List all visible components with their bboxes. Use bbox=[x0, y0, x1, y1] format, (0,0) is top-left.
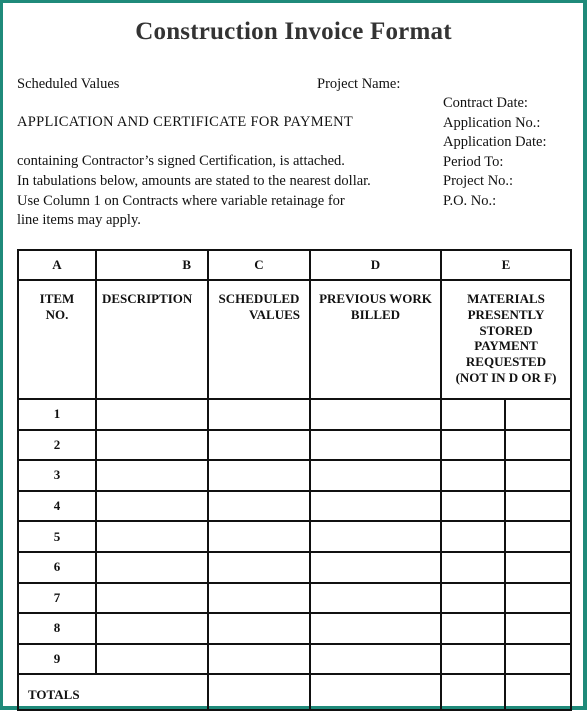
entry-cell[interactable] bbox=[505, 399, 571, 430]
entry-cell[interactable] bbox=[96, 583, 208, 614]
scheduled-values-label: Scheduled Values bbox=[17, 76, 120, 92]
entry-cell[interactable] bbox=[310, 613, 441, 644]
paragraph-line: Use Column 1 on Contracts where variable retainage for bbox=[17, 192, 345, 209]
column-letter-row bbox=[18, 250, 571, 280]
header-line: PAYMENT bbox=[474, 338, 538, 354]
entry-cell[interactable] bbox=[505, 644, 571, 675]
table-row bbox=[18, 399, 571, 430]
item-number: 3 bbox=[18, 460, 96, 491]
entry-cell[interactable] bbox=[505, 430, 571, 461]
entry-cell[interactable] bbox=[441, 491, 505, 522]
entry-cell[interactable] bbox=[441, 521, 505, 552]
right-field-list bbox=[443, 94, 546, 212]
table-row bbox=[18, 460, 571, 491]
entry-cell[interactable] bbox=[96, 644, 208, 675]
paragraph-line: containing Contractor’s signed Certification, is attached. bbox=[17, 153, 345, 169]
header-line: NO. bbox=[45, 306, 69, 322]
entry-cell[interactable] bbox=[208, 613, 310, 644]
entry-cell[interactable] bbox=[208, 521, 310, 552]
header-line: STORED bbox=[479, 322, 533, 338]
header-line: SCHEDULED bbox=[218, 291, 300, 306]
entry-cell[interactable] bbox=[96, 552, 208, 583]
contract-date-label: Contract Date: bbox=[443, 95, 528, 111]
application-no-label: Application No.: bbox=[443, 114, 541, 131]
column-header-row bbox=[18, 280, 571, 399]
totals-cell[interactable] bbox=[441, 674, 505, 710]
po-no-label: P.O. No.: bbox=[443, 192, 497, 209]
entry-cell[interactable] bbox=[310, 583, 441, 614]
table-row bbox=[18, 583, 571, 614]
entry-cell[interactable] bbox=[505, 521, 571, 552]
header-line: BILLED bbox=[350, 306, 401, 322]
totals-label: TOTALS bbox=[18, 674, 208, 710]
header-item-no bbox=[18, 280, 96, 399]
table-row bbox=[18, 613, 571, 644]
entry-cell[interactable] bbox=[505, 460, 571, 491]
entry-cell[interactable] bbox=[96, 491, 208, 522]
header-line: PREVIOUS WORK bbox=[319, 291, 432, 306]
entry-cell[interactable] bbox=[208, 644, 310, 675]
entry-cell[interactable] bbox=[441, 460, 505, 491]
period-to-label: Period To: bbox=[443, 153, 504, 170]
entry-cell[interactable] bbox=[96, 521, 208, 552]
item-rows bbox=[18, 399, 571, 674]
item-number: 2 bbox=[18, 430, 96, 461]
header-materials-stored bbox=[441, 280, 571, 399]
column-letter-b: B bbox=[96, 250, 208, 280]
header-line: MATERIALS bbox=[467, 291, 545, 306]
entry-cell[interactable] bbox=[208, 399, 310, 430]
entry-cell[interactable] bbox=[310, 521, 441, 552]
entry-cell[interactable] bbox=[310, 491, 441, 522]
entry-cell[interactable] bbox=[441, 399, 505, 430]
entry-cell[interactable] bbox=[310, 430, 441, 461]
item-number: 9 bbox=[18, 644, 96, 675]
entry-cell[interactable] bbox=[505, 583, 571, 614]
item-number: 4 bbox=[18, 491, 96, 522]
totals-row bbox=[18, 674, 571, 710]
entry-cell[interactable] bbox=[441, 644, 505, 675]
entry-cell[interactable] bbox=[96, 460, 208, 491]
item-number: 1 bbox=[18, 399, 96, 430]
item-number: 8 bbox=[18, 613, 96, 644]
header-line: VALUES bbox=[248, 306, 300, 322]
entry-cell[interactable] bbox=[505, 613, 571, 644]
column-letter-e: E bbox=[441, 250, 571, 280]
entry-cell[interactable] bbox=[208, 491, 310, 522]
paragraph-line: line items may apply. bbox=[17, 212, 141, 229]
entry-cell[interactable] bbox=[505, 491, 571, 522]
entry-cell[interactable] bbox=[441, 552, 505, 583]
entry-cell[interactable] bbox=[441, 583, 505, 614]
item-number: 5 bbox=[18, 521, 96, 552]
header-scheduled-values bbox=[208, 280, 310, 399]
entry-cell[interactable] bbox=[208, 552, 310, 583]
header-previous-work-billed bbox=[310, 280, 441, 399]
paragraph-line: In tabulations below, amounts are stated to the nearest dollar. bbox=[17, 172, 371, 189]
entry-cell[interactable] bbox=[441, 430, 505, 461]
header-line: (NOT IN D OR F) bbox=[455, 369, 557, 385]
entry-cell[interactable] bbox=[505, 552, 571, 583]
entry-cell[interactable] bbox=[441, 613, 505, 644]
instruction-paragraph bbox=[17, 152, 371, 231]
invoice-table bbox=[17, 249, 572, 711]
application-date-label: Application Date: bbox=[443, 134, 547, 151]
entry-cell[interactable] bbox=[310, 399, 441, 430]
totals-cell[interactable] bbox=[208, 674, 310, 710]
document-title: Construction Invoice Format bbox=[135, 18, 452, 45]
project-name-label: Project Name: bbox=[317, 76, 401, 92]
table-row bbox=[18, 552, 571, 583]
header-line: REQUESTED bbox=[465, 354, 547, 370]
item-number: 6 bbox=[18, 552, 96, 583]
entry-cell[interactable] bbox=[208, 583, 310, 614]
header-line: DESCRIPTION bbox=[102, 291, 193, 306]
totals-cell[interactable] bbox=[310, 674, 441, 710]
header-line: PRESENTLY bbox=[467, 306, 545, 322]
item-number: 7 bbox=[18, 583, 96, 614]
entry-cell[interactable] bbox=[208, 430, 310, 461]
header-line: ITEM bbox=[39, 291, 75, 306]
entry-cell[interactable] bbox=[208, 460, 310, 491]
totals-cell[interactable] bbox=[505, 674, 571, 710]
entry-cell[interactable] bbox=[310, 552, 441, 583]
table-row bbox=[18, 521, 571, 552]
entry-cell[interactable] bbox=[96, 430, 208, 461]
table-row bbox=[18, 491, 571, 522]
entry-cell[interactable] bbox=[96, 613, 208, 644]
project-no-label: Project No.: bbox=[443, 173, 514, 190]
column-letter-c: C bbox=[208, 250, 310, 280]
entry-cell[interactable] bbox=[96, 399, 208, 430]
column-letter-d: D bbox=[310, 250, 441, 280]
column-letter-a: A bbox=[18, 250, 96, 280]
header-description bbox=[96, 280, 208, 399]
entry-cell[interactable] bbox=[310, 460, 441, 491]
application-certificate-heading: APPLICATION AND CERTIFICATE FOR PAYMENT bbox=[17, 114, 354, 130]
table-row bbox=[18, 430, 571, 461]
table-row bbox=[18, 644, 571, 675]
entry-cell[interactable] bbox=[310, 644, 441, 675]
